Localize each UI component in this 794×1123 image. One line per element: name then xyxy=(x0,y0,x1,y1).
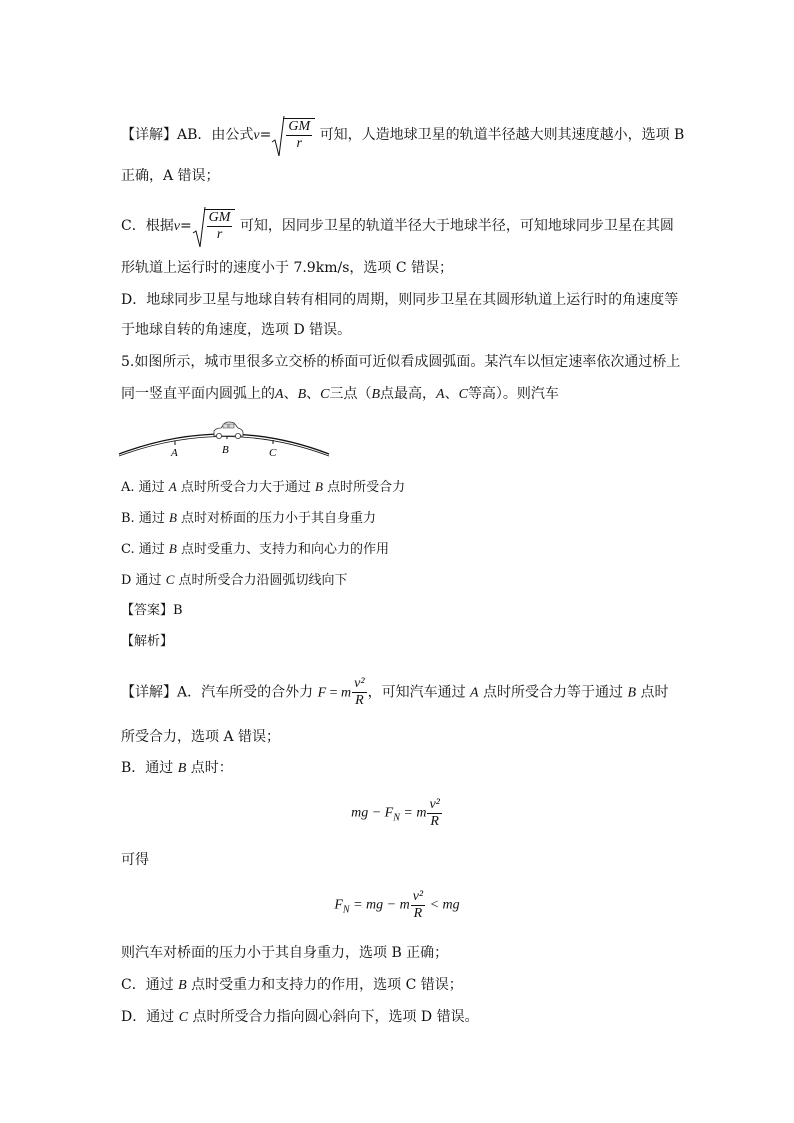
text: 可知，因同步卫星的轨道半径大于地球半径，可知地球同步卫星在其圆 xyxy=(235,218,674,234)
detail2-c-line xyxy=(121,975,463,996)
frac-num: GM xyxy=(208,210,231,225)
eq-sub: N xyxy=(342,904,350,916)
point-a: A xyxy=(470,685,479,701)
point-a: A xyxy=(275,387,284,402)
point-b: B xyxy=(178,978,187,993)
frac-den: R xyxy=(413,906,423,921)
detail2-d-line xyxy=(121,1007,479,1028)
point-b: B xyxy=(297,387,307,402)
label-c: C xyxy=(269,447,277,459)
radical-icon xyxy=(271,116,285,160)
analysis-label: 【解析】 xyxy=(121,634,174,649)
frac-num: v² xyxy=(354,676,365,691)
text: 同一竖直平面内圆弧上的 xyxy=(121,386,275,402)
detail-c-line xyxy=(121,209,674,243)
detail-d-line: D．地球同步卫星与地球自转有相同的周期，则同步卫星在其圆形轨道上运行时的角速度等 xyxy=(121,292,679,308)
text: 点时所受合力等于通过 xyxy=(478,684,628,701)
point-b: B xyxy=(371,387,381,402)
sqrt-gm-r xyxy=(271,118,315,152)
detail2-a-line xyxy=(121,676,669,709)
detail-ab-line xyxy=(121,118,684,152)
text: 、 xyxy=(444,386,459,402)
point-b: B xyxy=(627,685,637,701)
frac-den: r xyxy=(216,227,223,242)
var-v: v xyxy=(173,219,180,234)
frac-den: r xyxy=(296,136,302,151)
var-f: F xyxy=(317,685,327,701)
label-b: B xyxy=(222,444,229,456)
bridge-figure xyxy=(115,420,335,462)
eq-mid: = mg − m xyxy=(349,897,410,913)
text: C．通过 xyxy=(121,977,179,993)
option-d xyxy=(121,570,348,591)
point-c: C xyxy=(178,1010,189,1025)
text: B. 通过 xyxy=(121,511,169,526)
text: 点时所受合力沿圆弧切线向下 xyxy=(174,573,348,588)
text: B．通过 xyxy=(121,760,178,776)
text: 可知，人造地球卫星的轨道半径越大则其速度越小，选项 B xyxy=(315,127,685,143)
text: 【详解】A．汽车所受的合外力 xyxy=(121,684,318,701)
text: 点时 xyxy=(636,684,669,701)
question5-line2 xyxy=(121,384,559,405)
kede-label: 可得 xyxy=(121,852,149,868)
text: 点时： xyxy=(186,760,233,776)
label-a: A xyxy=(171,447,178,459)
equals: = xyxy=(326,685,342,701)
equals: = xyxy=(179,218,192,234)
eq-end: < mg xyxy=(426,897,460,913)
eq-sub: N xyxy=(393,812,400,824)
text: 点时所受合力 xyxy=(322,480,406,495)
text: 点时受重力和支持力的作用，选项 C 错误； xyxy=(186,977,463,993)
point-c: C xyxy=(320,387,330,402)
equation-2 xyxy=(0,889,794,922)
equals: = xyxy=(259,127,272,143)
point-b: B xyxy=(177,761,187,776)
option-c xyxy=(121,539,389,560)
eq-mid: = m xyxy=(399,805,427,821)
detail2-a-line2: 所受合力，选项 A 错误； xyxy=(121,729,281,745)
detail-ab-line2: 正确，A 错误； xyxy=(121,168,220,184)
point-b: B xyxy=(168,541,177,556)
text: C. 通过 xyxy=(121,542,169,557)
sqrt-gm-r xyxy=(192,209,236,243)
option-b xyxy=(121,508,376,529)
frac-num: v² xyxy=(429,797,440,812)
var-v: v xyxy=(253,128,260,143)
eq-lhs: mg − F xyxy=(351,805,394,821)
text: A. 通过 xyxy=(121,480,169,495)
point-a: A xyxy=(436,387,445,402)
answer-label: 【答案】B xyxy=(121,603,183,618)
text: 三点（ xyxy=(329,386,372,402)
text: 点时所受合力大于通过 xyxy=(176,480,316,495)
text: 、 xyxy=(283,386,298,402)
text: D．通过 xyxy=(121,1009,179,1025)
eq-f: F xyxy=(334,897,343,913)
frac-num: v² xyxy=(412,889,424,904)
detail2-b-conclusion: 则汽车对桥面的压力小于其自身重力，选项 B 正确； xyxy=(121,945,449,961)
text: D 通过 xyxy=(121,573,166,588)
var-m: m xyxy=(341,685,352,701)
question5-line1: 5.如图所示，城市里很多立交桥的桥面可近似看成圆弧面。某汽车以恒定速率依次通过桥上 xyxy=(121,354,681,370)
detail-d-line2: 于地球自转的角速度，选项 D 错误。 xyxy=(121,322,352,338)
option-a xyxy=(121,477,405,498)
radical-icon xyxy=(192,207,206,251)
text: 点时对桥面的压力小于其自身重力 xyxy=(176,511,377,526)
frac-den: R xyxy=(430,814,439,829)
point-c: C xyxy=(165,572,175,587)
text: C．根据 xyxy=(121,218,174,234)
point-c: C xyxy=(458,387,468,402)
text: ，可知汽车通过 xyxy=(367,684,471,701)
text: 点时受重力、支持力和向心力的作用 xyxy=(176,542,389,557)
equation-1 xyxy=(0,797,794,830)
text: 点时所受合力指向圆心斜向下，选项 D 错误。 xyxy=(188,1009,479,1025)
frac-den: R xyxy=(355,693,364,708)
point-b: B xyxy=(315,479,323,494)
car-icon xyxy=(214,422,243,439)
point-a: A xyxy=(168,479,177,494)
detail-c-line2: 形轨道上运行时的速度小于 7.9km/s，选项 C 错误； xyxy=(121,260,453,276)
detail2-b-line xyxy=(121,758,233,779)
text: 等高）。则汽车 xyxy=(467,386,559,402)
text: 、 xyxy=(306,386,321,402)
frac-num: GM xyxy=(288,119,311,134)
point-b: B xyxy=(168,510,177,525)
text: 点最高， xyxy=(380,386,437,402)
text: 【详解】AB．由公式 xyxy=(121,127,254,143)
